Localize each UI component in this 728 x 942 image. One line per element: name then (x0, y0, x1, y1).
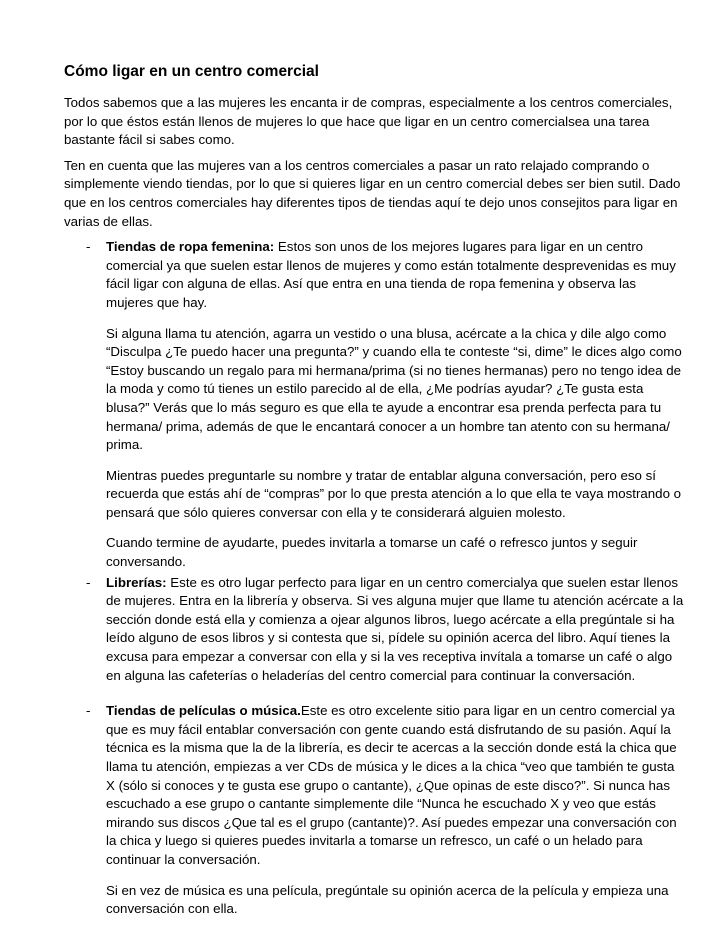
list-item-heading: Librerías: (106, 574, 167, 590)
bullet-dash: - (86, 703, 91, 719)
tips-list (64, 238, 686, 919)
list-item (64, 238, 686, 572)
list-item-paragraph: Si en vez de música es una película, pregúntale su opinión acerca de la película y empieza una conversación con ella. (106, 882, 669, 917)
list-item-paragraph: Tiendas de películas o música.Este es otro excelente sitio para ligar en un centro comercial ya que es muy fácil entablar conversación con gente cuando está disfrutando de su pasión. Aquí la técnica es la misma que la de la librería, es decir te acercas a la sección donde está la chica que llama tu atención, empiezas a ver CDs de música y le dices a la chica “veo que también te gusta X (sólo si conoces y te gusta ese grupo o cantante), ¿Que opinas de este disco?”. Si nunca has escuchado a ese grupo o cantante simplemente dile “Nunca he escuchado X y veo que estás mirando sus discos ¿Que tal es el grupo (cantante)?. Así puedes empezar una conversación con la chica y luego si quieres puedes invitarla a tomarse un refresco, un café o un helado para continuar la conversación. (106, 703, 677, 867)
bullet-dash: - (86, 574, 91, 590)
list-item-paragraph: Mientras puedes preguntarle su nombre y tratar de entablar alguna conversación, pero eso sí recuerda que estás ahí de “compras” por lo que presta atención a lo que ella te vaya mostrando o pensará que sólo quieres conversar con ella y te considerará alguien molesto. (106, 467, 682, 520)
intro-paragraph: Ten en cuenta que las mujeres van a los centros comerciales a pasar un rato relajado comprando o simplemente viendo tiendas, por lo que si quieres ligar en un centro comercial debes ser bien sutil. Dado que en los centros comerciales hay diferentes tipos de tiendas aquí te dejo unos consejitos para ligar en varias de ellas. (64, 157, 681, 229)
list-item-paragraph: Cuando termine de ayudarte, puedes invitarla a tomarse un café o refresco juntos y seguir conversando. (106, 535, 638, 570)
list-item-heading: Tiendas de películas o música. (106, 703, 301, 719)
list-item (64, 574, 686, 686)
intro-paragraph: Todos sabemos que a las mujeres les encanta ir de compras, especialmente a los centros comerciales, por lo que éstos están llenos de mujeres lo que hace que ligar en un centro comercialsea una tarea bastante fácil si sabes como. (64, 95, 673, 148)
document-page (64, 62, 686, 919)
list-item-heading: Tiendas de ropa femenina: (106, 239, 275, 255)
list-item-paragraph: Librerías: Este es otro lugar perfecto para ligar en un centro comercialya que suelen estar llenos de mujeres. Entra en la librería y observa. Si ves alguna mujer que llame tu atención acércate a la sección donde está ella y comienza a ojear algunos libros, luego acércate a ella pregúntale si ha leído alguno de esos libros y si contesta que si, pídele su opinión acerca del libro. Aquí tienes la excusa para empezar a conversar con ella y si la ves receptiva invítala a tomarse un café o algo en alguna las cafeterías o heladerías del centro comercial para continuar la conversación. (106, 574, 684, 683)
bullet-dash: - (86, 239, 91, 255)
list-item-paragraph: Tiendas de ropa femenina: Estos son unos de los mejores lugares para ligar en un centro comercial ya que suelen estar llenos de mujeres y como están totalmente desprevenidas es muy fácil ligar con alguna de ellas. Así que entra en una tienda de ropa femenina y observa las mujeres que hay. (106, 239, 676, 310)
list-item-paragraph: Si alguna llama tu atención, agarra un vestido o una blusa, acércate a la chica y dile algo como “Disculpa ¿Te puedo hacer una pregunta?” y cuando ella te conteste “si, dime” le dices algo como “Estoy buscando un regalo para mi hermana/prima (si no tienes hermanas) pero no tengo idea de la moda y como tú tienes un estilo parecido al de ella, ¿Me podrías ayudar? ¿Te gusta esta blusa?” Verás que lo más seguro es que ella te ayude a encontrar esa prenda perfecta para tu hermana/ prima, además de que le encantará conocer a un hombre tan atento con su hermana/ prima. (106, 325, 682, 453)
document-title: Cómo ligar en un centro comercial (64, 63, 319, 80)
list-item (64, 702, 686, 919)
